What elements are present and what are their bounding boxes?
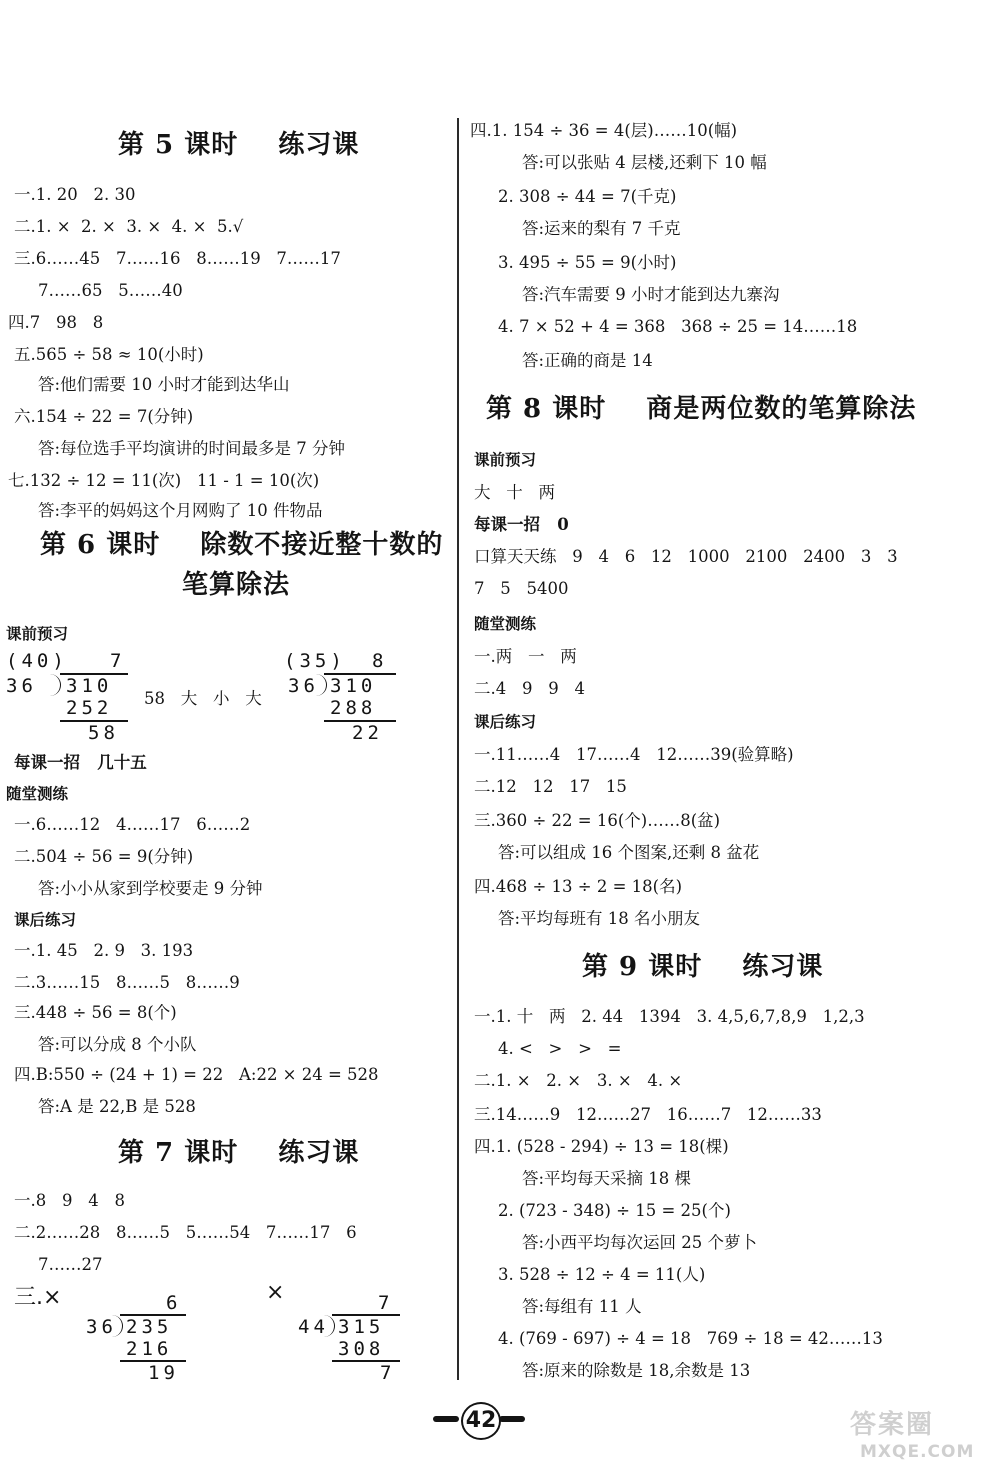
lesson6-class-line-3: 答:小小从家到学校要走 9 分钟 bbox=[38, 879, 263, 898]
right-top-line-5: 3. 495 ÷ 55 = 9(小时) bbox=[498, 253, 677, 272]
lesson7-long-division-2 bbox=[298, 1292, 408, 1388]
lesson5-line-8: 六.154 ÷ 22 = 7(分钟) bbox=[14, 407, 194, 426]
lesson8-class-heading: 随堂测练 bbox=[474, 615, 537, 633]
lesson8-class-line-2: 二.4 9 9 4 bbox=[474, 679, 585, 698]
lesson8-tip: 每课一招 0 bbox=[474, 515, 569, 534]
quotient: 8 bbox=[372, 650, 388, 672]
lesson8-oral-line-1: 口算天天练 9 4 6 12 1000 2100 2400 3 3 bbox=[474, 547, 898, 566]
lesson8-after-line-4: 答:可以组成 16 个图案,还剩 8 盆花 bbox=[498, 843, 760, 862]
lesson7-q3-mark-1: 三.× bbox=[14, 1285, 62, 1310]
divisor: 36 bbox=[288, 675, 319, 697]
column-divider bbox=[457, 118, 459, 1380]
lesson5-line-1: 一.1. 20 2. 30 bbox=[14, 185, 136, 204]
lesson6-after-line-1: 一.1. 45 2. 9 3. 193 bbox=[14, 941, 194, 960]
lesson8-preview-line: 大 十 两 bbox=[474, 483, 555, 502]
lesson9-line-7: 2. (723 - 348) ÷ 15 = 25(个) bbox=[498, 1201, 731, 1220]
lesson7-long-division-1 bbox=[86, 1292, 196, 1388]
lesson8-after-line-5: 四.468 ÷ 13 ÷ 2 = 18(名) bbox=[474, 877, 683, 896]
lesson9-title: 第 9 课时 练习课 bbox=[582, 952, 824, 982]
lesson8-after-line-2: 二.12 12 17 15 bbox=[474, 777, 627, 796]
lesson6-title-line1: 第 6 课时 除数不接近整十数的 bbox=[40, 530, 444, 560]
lesson9-line-12: 答:原来的除数是 18,余数是 13 bbox=[522, 1361, 751, 1380]
lesson6-title-line2: 笔算除法 bbox=[182, 570, 291, 600]
lesson8-preview-heading: 课前预习 bbox=[474, 451, 537, 469]
lesson6-preview-answers: 58 大 小 大 bbox=[144, 689, 262, 708]
lesson7-q3-mark-2: × bbox=[266, 1280, 285, 1305]
lesson5-line-5: 四.7 98 8 bbox=[8, 313, 104, 332]
lesson9-line-4: 三.14……9 12……27 16……7 12……33 bbox=[474, 1105, 822, 1124]
lesson6-long-division-1 bbox=[6, 650, 136, 750]
lesson6-after-heading: 课后练习 bbox=[14, 911, 77, 929]
product: 216 bbox=[126, 1338, 173, 1360]
remainder: 19 bbox=[148, 1362, 179, 1384]
right-top-line-6: 答:汽车需要 9 小时才能到达九寨沟 bbox=[522, 285, 780, 304]
right-top-line-1: 四.1. 154 ÷ 36 = 4(层)……10(幅) bbox=[470, 121, 738, 140]
lesson6-after-line-5: 四.B:550 ÷ (24 + 1) = 22 A:22 × 24 = 528 bbox=[14, 1065, 379, 1084]
right-top-line-8: 答:正确的商是 14 bbox=[522, 351, 653, 370]
lesson5-line-2: 二.1. × 2. × 3. × 4. × 5.√ bbox=[14, 217, 244, 236]
quotient: 7 bbox=[110, 650, 126, 672]
left-ornament-icon bbox=[433, 1416, 459, 1422]
lesson8-title: 第 8 课时 商是两位数的笔算除法 bbox=[486, 394, 917, 424]
lesson9-line-3: 二.1. × 2. × 3. × 4. × bbox=[474, 1071, 683, 1090]
lesson5-line-3: 三.6……45 7……16 8……19 7……17 bbox=[14, 249, 341, 268]
lesson6-class-heading: 随堂测练 bbox=[6, 785, 69, 803]
lesson6-tip: 每课一招 几十五 bbox=[14, 753, 147, 772]
divisor: 36 bbox=[86, 1316, 117, 1338]
lesson9-line-6: 答:平均每天采摘 18 棵 bbox=[522, 1169, 692, 1188]
lesson6-preview-heading: 课前预习 bbox=[6, 625, 69, 643]
right-top-line-7: 4. 7 × 52 + 4 = 368 368 ÷ 25 = 14……18 bbox=[498, 317, 858, 336]
divisor: 44 bbox=[298, 1316, 329, 1338]
lesson5-line-9: 答:每位选手平均演讲的时间最多是 7 分钟 bbox=[38, 439, 346, 458]
lesson9-line-1: 一.1. 十 两 2. 44 1394 3. 4,5,6,7,8,9 1,2,3 bbox=[474, 1007, 865, 1026]
dividend: 235 bbox=[126, 1316, 173, 1338]
lesson5-line-11: 答:李平的妈妈这个月网购了 10 件物品 bbox=[38, 501, 323, 520]
lesson8-after-heading: 课后练习 bbox=[474, 713, 537, 731]
lesson8-after-line-3: 三.360 ÷ 22 = 16(个)……8(盆) bbox=[474, 811, 721, 830]
lesson6-after-line-2: 二.3……15 8……5 8……9 bbox=[14, 973, 240, 992]
lesson8-after-line-6: 答:平均每班有 18 名小朋友 bbox=[498, 909, 701, 928]
product: 308 bbox=[338, 1338, 385, 1360]
watermark-logo bbox=[842, 1404, 992, 1468]
lesson5-line-4: 7……65 5……40 bbox=[38, 281, 183, 300]
lesson5-line-10: 七.132 ÷ 12 = 11(次) 11 - 1 = 10(次) bbox=[8, 471, 320, 490]
right-top-line-3: 2. 308 ÷ 44 = 7(千克) bbox=[498, 187, 677, 206]
lesson9-line-8: 答:小西平均每次运回 25 个萝卜 bbox=[522, 1233, 758, 1252]
estimate: (40) bbox=[6, 650, 68, 672]
divisor: 36 bbox=[6, 675, 37, 697]
right-ornament-icon bbox=[499, 1416, 525, 1422]
lesson9-line-11: 4. (769 - 697) ÷ 4 = 18 769 ÷ 18 = 42……13 bbox=[498, 1329, 883, 1348]
lesson5-line-7: 答:他们需要 10 小时才能到达华山 bbox=[38, 375, 290, 394]
lesson9-line-5: 四.1. (528 - 294) ÷ 13 = 18(棵) bbox=[474, 1137, 729, 1156]
lesson9-line-10: 答:每组有 11 人 bbox=[522, 1297, 642, 1316]
lesson7-line-1: 一.8 9 4 8 bbox=[14, 1191, 125, 1210]
lesson5-title: 第 5 课时 练习课 bbox=[118, 130, 360, 160]
watermark-text: 答案圈 bbox=[850, 1410, 935, 1440]
lesson6-after-line-3: 三.448 ÷ 56 = 8(个) bbox=[14, 1003, 177, 1022]
quotient: 7 bbox=[378, 1292, 394, 1314]
estimate: (35) bbox=[284, 650, 346, 672]
lesson8-oral-line-2: 7 5 5400 bbox=[474, 579, 569, 598]
lesson6-after-line-6: 答:A 是 22,B 是 528 bbox=[38, 1097, 196, 1116]
watermark-url: MXQE.COM bbox=[860, 1442, 975, 1462]
remainder: 22 bbox=[352, 722, 383, 744]
product: 288 bbox=[330, 697, 377, 719]
dividend: 310 bbox=[66, 675, 113, 697]
page-number-badge bbox=[433, 1398, 523, 1442]
lesson9-line-2: 4. < > > = bbox=[498, 1039, 622, 1058]
lesson6-class-line-2: 二.504 ÷ 56 = 9(分钟) bbox=[14, 847, 194, 866]
remainder: 58 bbox=[88, 722, 119, 744]
lesson6-after-line-4: 答:可以分成 8 个小队 bbox=[38, 1035, 197, 1054]
right-top-line-2: 答:可以张贴 4 层楼,还剩下 10 幅 bbox=[522, 153, 767, 172]
quotient: 6 bbox=[166, 1292, 182, 1314]
lesson5-line-6: 五.565 ÷ 58 ≈ 10(小时) bbox=[14, 345, 204, 364]
lesson6-class-line-1: 一.6……12 4……17 6……2 bbox=[14, 815, 251, 834]
lesson8-after-line-1: 一.11……4 17……4 12……39(验算略) bbox=[474, 745, 794, 764]
page-number: 42 bbox=[461, 1402, 501, 1440]
dividend: 315 bbox=[338, 1316, 385, 1338]
remainder: 7 bbox=[380, 1362, 396, 1384]
lesson9-line-9: 3. 528 ÷ 12 ÷ 4 = 11(人) bbox=[498, 1265, 706, 1284]
dividend: 310 bbox=[330, 675, 377, 697]
lesson7-title: 第 7 课时 练习课 bbox=[118, 1138, 360, 1168]
lesson7-line-2: 二.2……28 8……5 5……54 7……17 6 bbox=[14, 1223, 357, 1242]
lesson7-line-3: 7……27 bbox=[38, 1255, 103, 1274]
lesson6-long-division-2 bbox=[284, 650, 414, 750]
product: 252 bbox=[66, 697, 113, 719]
right-top-line-4: 答:运来的梨有 7 千克 bbox=[522, 219, 681, 238]
lesson8-class-line-1: 一.两 一 两 bbox=[474, 647, 577, 666]
